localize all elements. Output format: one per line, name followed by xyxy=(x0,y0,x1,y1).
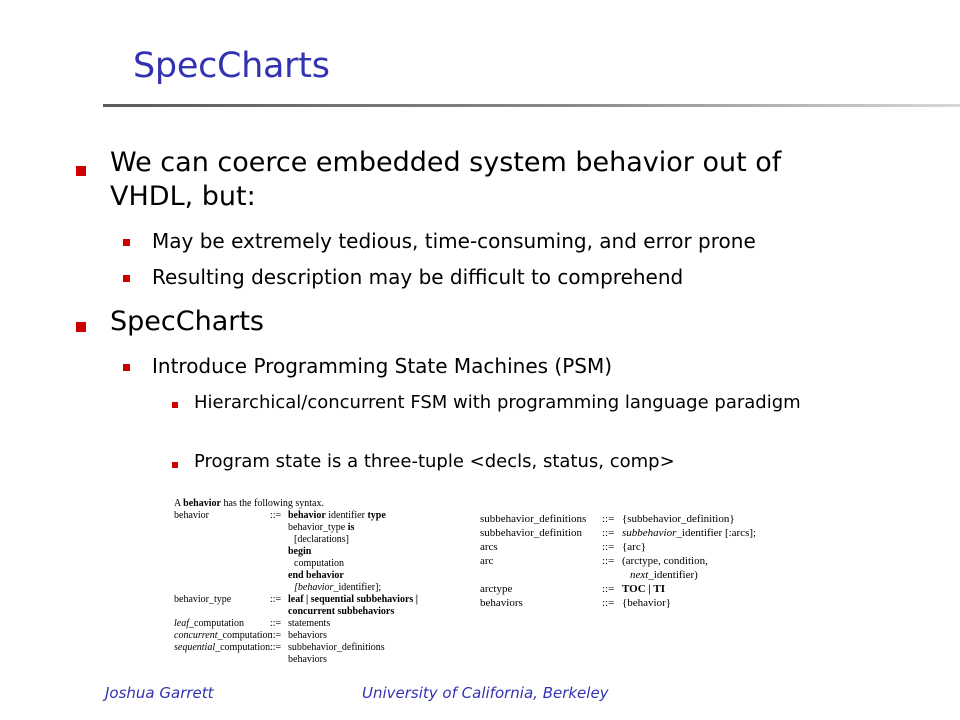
grammar-italic: [behavior xyxy=(294,582,334,593)
grammar-op: ::= xyxy=(602,541,615,553)
bullet-marker xyxy=(76,166,86,176)
grammar-lhs xyxy=(174,642,270,654)
grammar-keyword: type xyxy=(367,510,386,521)
grammar-lhs: arctype xyxy=(480,583,513,595)
grammar-lhs: arc xyxy=(480,555,494,567)
grammar-op: ::= xyxy=(270,630,282,641)
grammar-italic: next xyxy=(630,569,649,581)
grammar-text: _computation xyxy=(217,630,273,641)
bullet-text: Resulting description may be difficult to comprehend xyxy=(152,265,684,289)
bullet-text: Program state is a three-tuple <decls, status, comp> xyxy=(194,451,675,472)
grammar-lhs xyxy=(174,630,273,642)
grammar-rhs xyxy=(288,594,418,606)
grammar-lhs xyxy=(174,618,244,630)
footer-author: Joshua Garrett xyxy=(105,684,214,702)
slide-title: SpecCharts xyxy=(133,46,330,86)
caption-text: has the following syntax. xyxy=(220,498,324,509)
grammar-op: ::= xyxy=(270,594,282,605)
grammar-lhs: behaviors xyxy=(480,597,523,609)
grammar-rhs: behaviors xyxy=(288,630,327,641)
grammar-keyword: concurrent subbehaviors xyxy=(288,606,395,617)
grammar-op: ::= xyxy=(602,583,615,595)
bullet-marker xyxy=(123,275,130,282)
bullet-marker xyxy=(76,322,86,332)
grammar-rhs xyxy=(288,606,394,618)
grammar-op: ::= xyxy=(602,527,615,539)
grammar-lhs: subbehavior_definitions xyxy=(480,513,587,525)
grammar-rhs: behaviors xyxy=(288,654,327,665)
grammar-op: ::= xyxy=(270,618,282,629)
grammar-rhs xyxy=(288,546,311,558)
grammar-rhs xyxy=(622,583,665,596)
subbehavior-grammar-figure xyxy=(480,513,780,623)
grammar-rhs: subbehavior_definitions xyxy=(288,642,385,653)
bullet-text: Introduce Programming State Machines (PSM) xyxy=(152,354,613,378)
grammar-rhs xyxy=(294,582,381,594)
grammar-op: ::= xyxy=(602,597,615,609)
grammar-text: behavior_type xyxy=(288,522,348,533)
grammar-keyword: TOC | TI xyxy=(622,583,665,595)
bullet-text: May be extremely tedious, time-consuming, and error prone xyxy=(152,229,756,253)
bullet-text: SpecCharts xyxy=(110,306,264,337)
grammar-text: _identifier]; xyxy=(333,582,382,593)
grammar-op: ::= xyxy=(602,513,615,525)
grammar-text: _computation xyxy=(189,618,244,629)
grammar-op: ::= xyxy=(270,642,282,653)
grammar-op: ::= xyxy=(602,555,615,567)
behavior-grammar-figure xyxy=(174,498,454,666)
grammar-lhs: subbehavior_definition xyxy=(480,527,583,539)
grammar-op: ::= xyxy=(270,510,282,521)
bullet-marker xyxy=(123,364,130,371)
grammar-keyword: leaf | sequential subbehaviors | xyxy=(288,594,418,605)
grammar-rhs: {arc} xyxy=(622,541,646,553)
grammar-rhs: computation xyxy=(294,558,344,569)
grammar-rhs xyxy=(288,522,354,534)
bullet-text: We can coerce embedded system behavior out of VHDL, but: xyxy=(110,147,782,212)
grammar-lhs: behavior xyxy=(174,510,209,521)
grammar-rhs xyxy=(288,510,386,522)
grammar-rhs xyxy=(622,527,756,540)
grammar-rhs: {subbehavior_definition} xyxy=(622,513,735,525)
footer-institution: University of California, Berkeley xyxy=(362,684,609,702)
title-rule xyxy=(103,104,960,107)
caption-text: A xyxy=(174,498,184,509)
bullet-marker xyxy=(172,402,178,408)
grammar-rhs: [declarations] xyxy=(294,534,349,545)
grammar-keyword: behavior xyxy=(288,510,326,521)
grammar-text: _identifier [:arcs]; xyxy=(676,527,757,539)
grammar-lhs: behavior_type xyxy=(174,594,232,605)
grammar-lhs: arcs xyxy=(480,541,498,553)
grammar-rhs: {behavior} xyxy=(622,597,672,609)
grammar-keyword: end behavior xyxy=(288,570,344,581)
grammar-rhs: statements xyxy=(288,618,331,629)
grammar-text: identifier xyxy=(325,510,368,521)
grammar-text: _identifier) xyxy=(648,569,698,581)
grammar-rhs xyxy=(288,570,344,582)
grammar-italic: leaf xyxy=(174,618,189,629)
grammar-text: _computation xyxy=(215,642,271,653)
grammar-rhs xyxy=(630,569,698,582)
grammar-italic: subbehavior xyxy=(622,527,677,539)
grammar-italic: sequential xyxy=(174,642,216,653)
bullet-marker xyxy=(123,239,130,246)
caption-keyword: behavior xyxy=(183,498,221,509)
bullet-text: Hierarchical/concurrent FSM with programming language paradigm xyxy=(194,392,801,413)
grammar-keyword: begin xyxy=(288,546,312,557)
bullet-marker xyxy=(172,462,178,468)
grammar-italic: concurrent xyxy=(174,630,218,641)
grammar-rhs: (arctype, condition, xyxy=(622,555,708,567)
grammar-keyword: is xyxy=(347,522,355,533)
grammar-caption xyxy=(174,498,324,510)
